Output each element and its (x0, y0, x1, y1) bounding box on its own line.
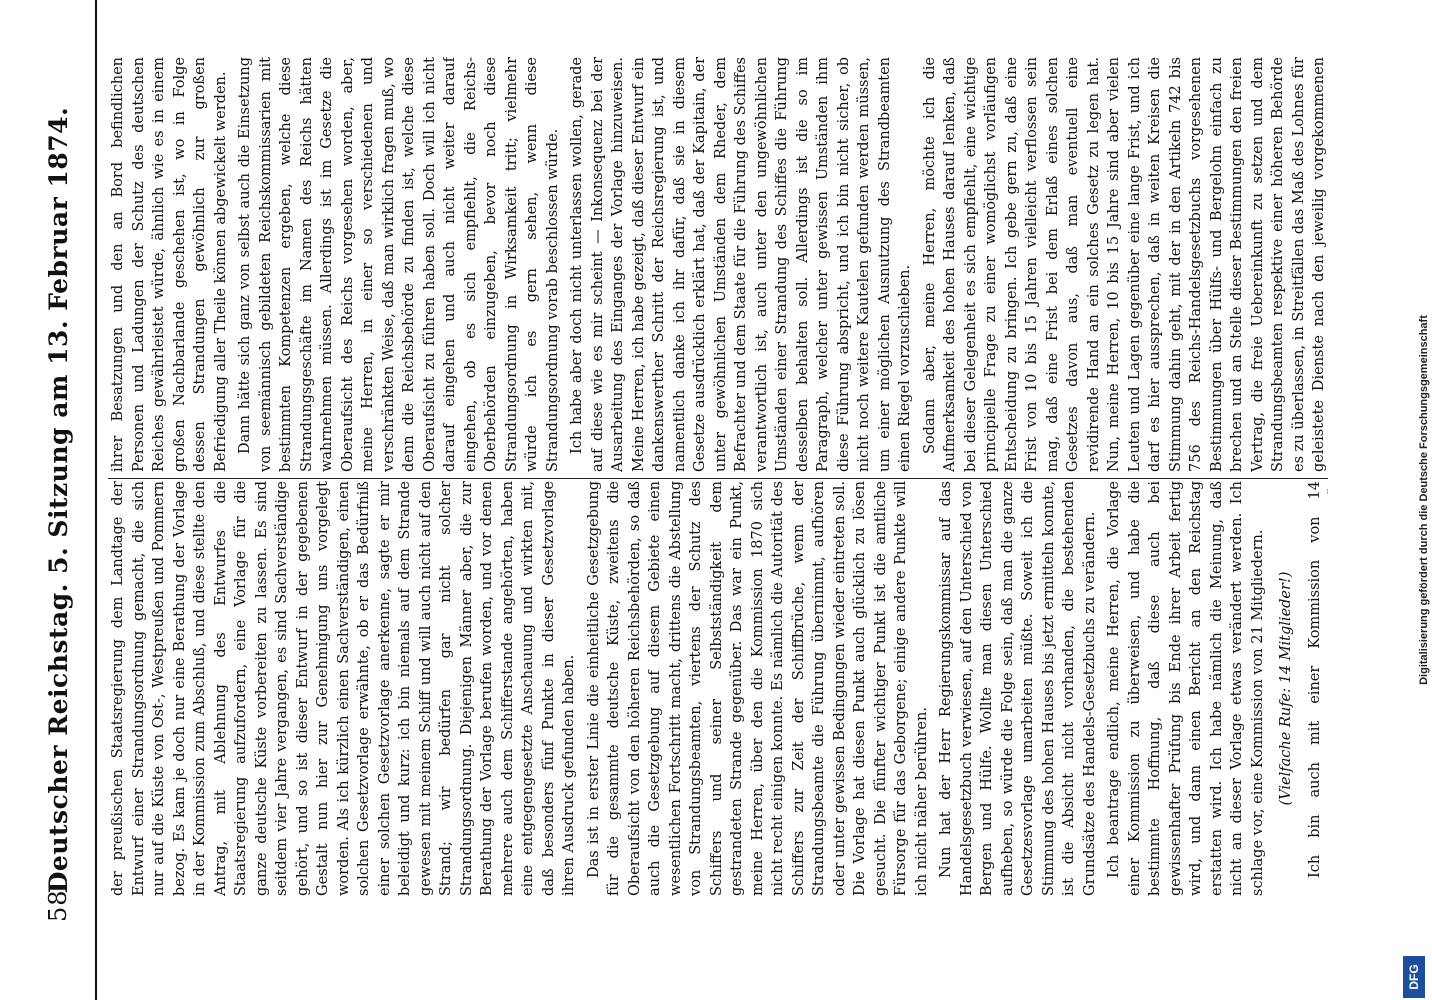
paragraph: Sodann aber, meine Herren, möchte ich die Aufmerksamkeit des hohen Hauses darauf lenken, daß bei dieser Gelegenheit es sich empfiehlt, eine wichtige principielle Frage zu einer womöglichst vorläufigen Entscheidung zu bringen. Ich gebe gern zu, daß eine Frist von 10 bis 15 Jahren vielleicht verflossen sein mag, daß eine Frist bei dem Erlaß eines solchen Gesetzes davon aus, daß man eventuell eine revidirende Hand an ein solches Gesetz zu legen hat. Nun, meine Herren, 10 bis 15 Jahre sind aber vielen Leuten und Lagen gegenüber eine lange Frist, und ich darf es hier aussprechen, daß in weiten Kreisen die Stimmung dahin geht, mit der in den Artikeln 742 bis 756 des Reichs-Handelsgesetzbuchs vorgesehenen Bestimmungen über Hülfs- und Bergelohn einfach zu brechen und an Stelle dieser Bestimmungen den freien Vertrag, die freie Uebereinkunft zu setzen und dem Strandungsbeamten respektive einer höheren Behörde es zu überlassen, in Streitfällen das Maß des Lohnes für geleistete Dienste nach den jeweilig vorgekommenen (921, 57, 1327, 472)
running-head: Deutscher Reichstag. 5. Sitzung am 13. Februar 1874. (44, 106, 73, 894)
paragraph: der preußischen Staatsregierung dem Landtage der Entwurf einer Strandungsordnung gemacht, die sich nur auf die Küste von Ost-, Westpreußen und Pommern bezog. Es kam je doch nur eine Berathung der Vorlage in der Kommission zum Abschluß, und diese stellte den Antrag, mit Ablehnung des Entwurfes die Staatsregierung aufzufordern, eine Vorlage für die ganze deutsche Küste vorbereiten zu lassen. Es sind seitdem vier Jahre vergangen, es sind Sachverständige gehört, und so ist dieser Entwurf in der gegebenen Gestalt nun hier zur Genehmigung uns vorgelegt worden. Als ich kürzlich einen Sachverständigen, einen solchen Gesetzvorlage erwähnte, ob er das Bedürfniß einer solchen Gesetzvorlage anerkenne, sagte er mir beleidigt und kurz: ich bin niemals auf dem Strande gewesen mit meinem Schiff und will auch nicht auf den Strand; wir bedürfen gar nicht solcher Strandungsordnung. Diejenigen Männer aber, die zur Berathung der Vorlage berufen worden, und vor denen mehrere auch dem Schifferstande angehörten, haben eine entgegengesetzte Anschauung und wirkten mit, daß besonders fünf Punkte in dieser Gesetzvorlage ihren Ausdruck gefunden haben. (110, 481, 577, 896)
paragraph: Ich bin auch mit einer Kommission von 14 (1306, 481, 1323, 878)
paragraph: Ich beantrage endlich, meine Herren, die Vorlage einer Kommission zu überweisen, und habe die bestimmte Hoffnung, daß diese auch bei gewissenhafter Prüfung bis Ende ihrer Arbeit fertig wird, und dann einen Bericht an den Reichstag erstatten wird. Ich habe nämlich die Meinung, daß nicht an dieser Vorlage etwas verändert werden. Ich schlage vor, eine Kommission von 21 Mitgliedern. (1106, 481, 1266, 896)
paragraph: ihrer Besatzungen und den an Bord befindlichen Personen und Ladungen der Schutz des deutschen Reiches gewährleistet würde, ähnlich wie es in einem großen Nachbarlande geschehen ist, wo in Folge dessen Strandungen gewöhnlich zur großen Befriedigung aller Theile können abgewickelt werden. (110, 57, 229, 472)
dfg-logo: DFG (1403, 956, 1425, 998)
page-number: 58 (44, 889, 72, 922)
digitization-credit: Digitalisierung gefördert durch die Deutsche Forschungsgemeinschaft (1418, 315, 1430, 685)
paragraph: Dann hätte sich ganz von selbst auch die Einsetzung von seemännisch gebildeten Reichskommissarien mit bestimmten Kompetenzen ergeben, welche diese Strandungsgeschäfte im Namen des Reichs hätten wahrnehmen müssen. Allerdings ist im Gesetze die Oberaufsicht des Reichs vorgesehen worden, aber, meine Herren, in einer so verschiedenen und verschränkten Weise, daß man wirklich fragen muß, wo denn die Reichsbehörde zu finden ist, welche diese Oberaufsicht zu führen haben soll. Doch will ich nicht darauf eingehen und auch nicht weiter darauf eingehen, ob es sich empfiehlt, die Reichs-Oberbehörden einzugeben, bevor noch diese Strandungsordnung in Wirksamkeit tritt; vielmehr würde ich es gern sehen, wenn diese Strandungsordnung vorab beschlossen würde. (237, 57, 561, 472)
paragraph: Ich habe aber doch nicht unterlassen wollen, gerade auf diese wie es mir scheint — Inkonsequenz bei der Ausarbeitung des Einganges der Vorlage hinzuweisen. Meine Herren, ich habe gezeigt, daß dieser Entwurf ein dankenswerther Schritt der Reichsregierung ist, und namentlich danke ich ihr dafür, daß sie in diesem Gesetze ausdrücklich erklärt hat, daß der Kapitain, der unter gewöhnlichen Umständen dem Rheder, dem Befrachter und dem Staate für die Führung des Schiffes verantwortlich ist, auch unter den ungewöhnlichen Umständen einer Strandung des Schiffes die Führung desselben behalten soll. Allerdings ist die so im Paragraph, welcher unter gewissen Umständen ihm diese Führung abspricht, und ich bin nicht sicher, ob nicht noch weitere Kautelen gefunden werden müssen, um einer möglichen Ausnutzung des Strandbeamten einen Riegel vorzuschieben. (569, 57, 913, 472)
paragraph: Nun hat der Herr Regierungskommissar auf das Handelsgesetzbuch verwiesen, auf den Unterschied von Bergen und Hülfe. Wollte man diesen Unterschied aufheben, so würde die Folge sein, daß man die ganze Gesetzesvorlage umarbeiten müßte. Soweit ich die Stimmung des hohen Hauses bis jetzt ermitteln konnte, ist die Absicht nicht vorhanden, die bestehenden Grundsätze des Handels-Gesetzbuchs zu verändern. (938, 481, 1098, 896)
page-header (0, 0, 97, 1000)
column-divider (108, 478, 1328, 479)
paragraph: Das ist in erster Linie die einheitliche Gesetzgebung für die gesammte deutsche Küste, zweitens die Oberaufsicht von den höheren Reichsbehörden, so daß auch die Gesetzgebung auf diesem Gebiete einen wesentlichen Fortschritt macht, drittens die Abstellung von Strandungsbeamten, viertens der Schutz des Schiffers und seiner Selbstständigkeit dem gestrandeten Strande gegenüber. Das war ein Punkt, meine Herren, über den die Kommission 1870 sich nicht recht einigen konnte. Es nämlich die Autorität des Schiffers zur Zeit der Schiffbrüche, wenn der Strandungsbeamte die Führung übernimmt, aufhören oder unter gewissen Bedingungen wieder eintreten soll. Die Vorlage hat diesen Punkt auch glücklich zu lösen gesucht. Die fünfter wichtiger Punkt ist die amtliche Fürsorge für das Geborgene; einige andere Punkte will ich nicht näher berühren. (585, 481, 930, 896)
text-column-left (108, 481, 1328, 896)
interjection: (Vielfache Rufe: 14 Mitglieder!) (1278, 571, 1294, 806)
text-column-right (108, 57, 1328, 472)
